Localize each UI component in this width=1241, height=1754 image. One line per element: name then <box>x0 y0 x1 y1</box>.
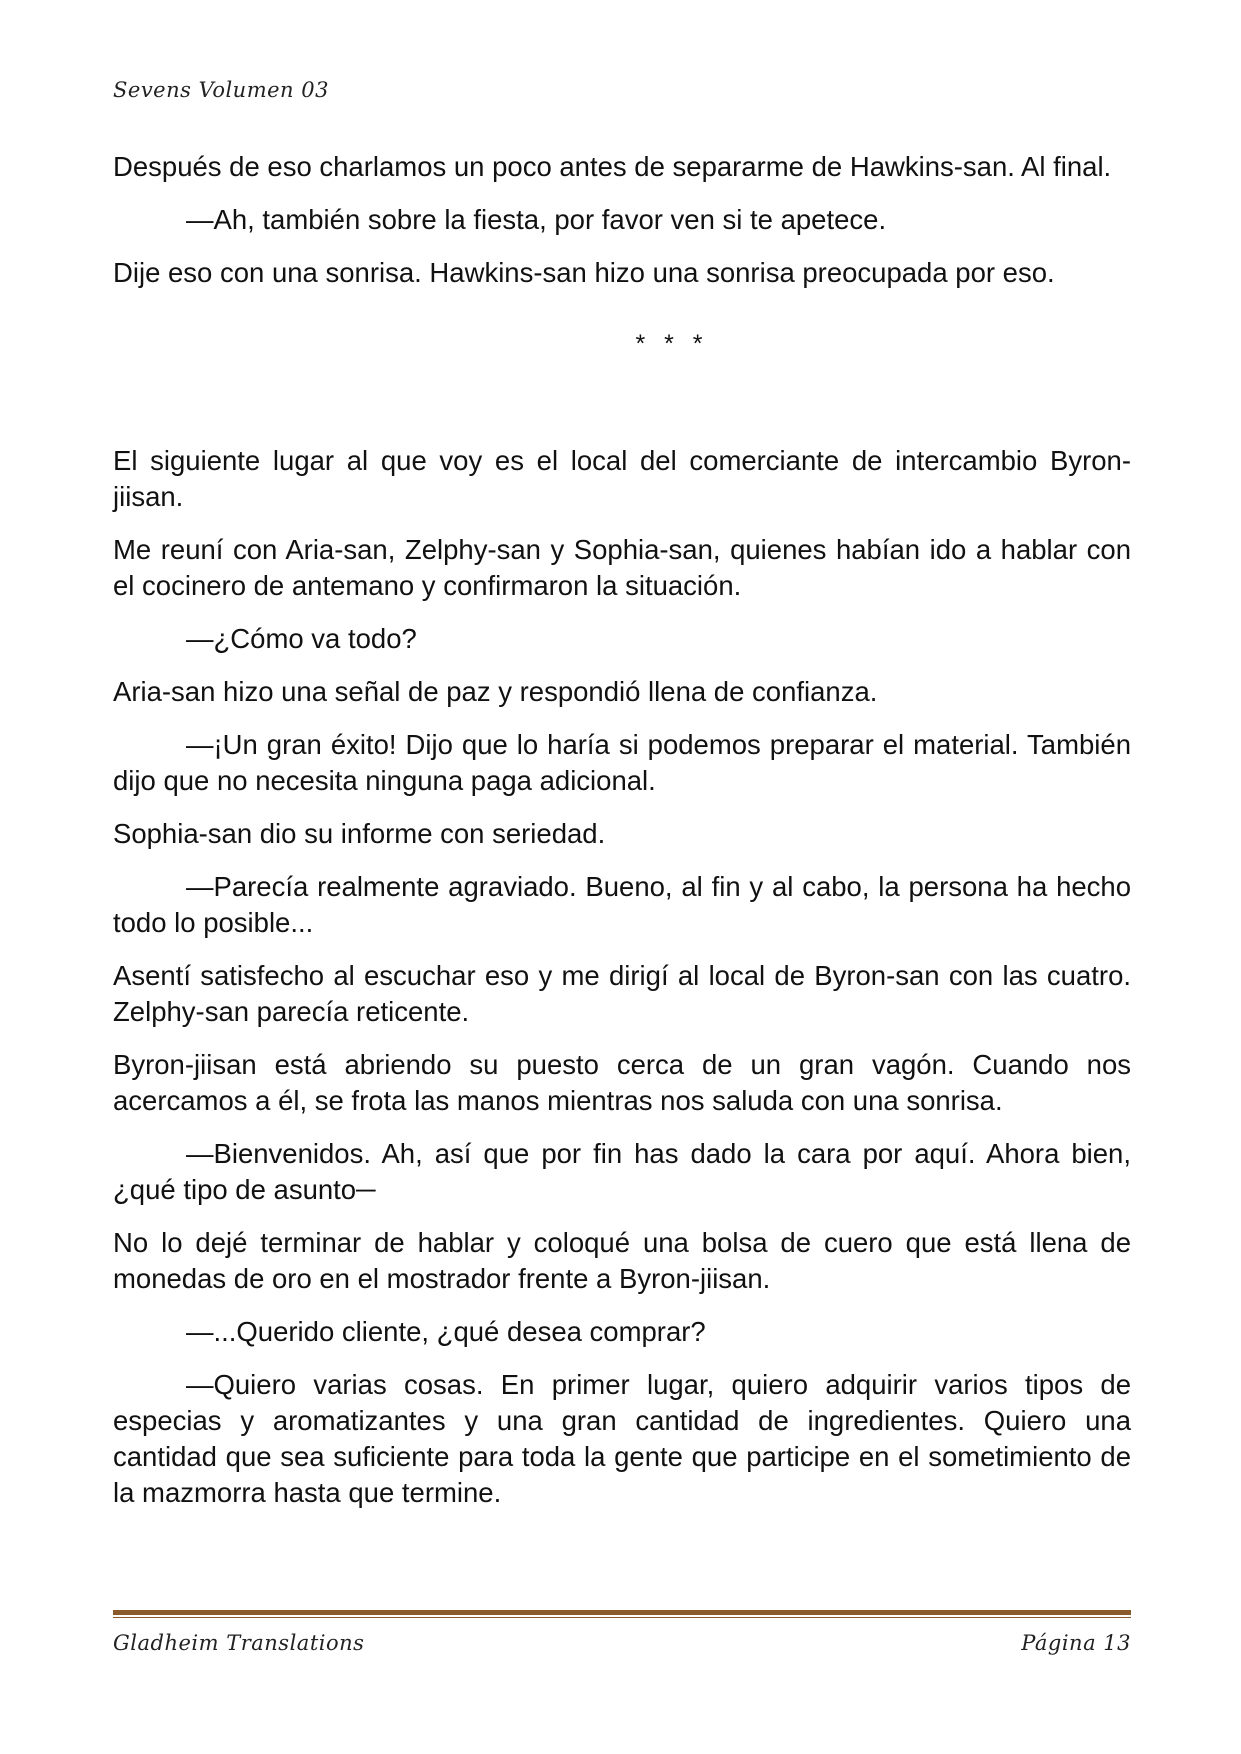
dialogue-paragraph: —Parecía realmente agraviado. Bueno, al fin y al cabo, la persona ha hecho todo lo posible... <box>113 871 1131 938</box>
paragraph: Asentí satisfecho al escuchar eso y me dirigí al local de Byron-san con las cuatro. Zelphy-san parecía reticente. <box>113 960 1131 1027</box>
dialogue-paragraph: —Quiero varias cosas. En primer lugar, quiero adquirir varios tipos de especias y aromatizantes y una gran cantidad de ingredientes. Quiero una cantidad que sea suficiente para toda la gente que participe en el sometimiento de la mazmorra hasta que termine. <box>113 1369 1131 1508</box>
footer-divider <box>113 1610 1131 1618</box>
scene-separator: * * * <box>635 330 709 358</box>
paragraph: No lo dejé terminar de hablar y coloqué una bolsa de cuero que está llena de monedas de oro en el mostrador frente a Byron-jiisan. <box>113 1227 1131 1294</box>
footer-divider-thick <box>113 1610 1131 1615</box>
footer-credit: Gladheim Translations <box>113 1631 365 1655</box>
paragraph: Aria-san hizo una señal de paz y respondió llena de confianza. <box>113 676 878 707</box>
page-number: Página 13 <box>1021 1631 1131 1655</box>
dialogue-paragraph: —Ah, también sobre la fiesta, por favor ven si te apetece. <box>186 204 887 235</box>
paragraph: Después de eso charlamos un poco antes de separarme de Hawkins-san. Al final. <box>113 151 1112 182</box>
body-text <box>113 149 1131 1528</box>
paragraph: El siguiente lugar al que voy es el local del comerciante de intercambio Byron-jiisan. <box>113 445 1131 512</box>
paragraph: Dije eso con una sonrisa. Hawkins-san hizo una sonrisa preocupada por eso. <box>113 257 1055 288</box>
dialogue-paragraph: —¿Cómo va todo? <box>186 623 417 654</box>
paragraph: Me reuní con Aria-san, Zelphy-san y Sophia-san, quienes habían ido a hablar con el cocinero de antemano y confirmaron la situación. <box>113 534 1131 601</box>
footer-divider-thin <box>113 1617 1131 1618</box>
paragraph: Byron-jiisan está abriendo su puesto cerca de un gran vagón. Cuando nos acercamos a él, se frota las manos mientras nos saluda con una sonrisa. <box>113 1049 1131 1116</box>
dialogue-paragraph: —...Querido cliente, ¿qué desea comprar? <box>186 1316 706 1347</box>
dialogue-paragraph: —Bienvenidos. Ah, así que por fin has dado la cara por aquí. Ahora bien, ¿qué tipo de asunto─ <box>113 1138 1131 1205</box>
dialogue-paragraph: —¡Un gran éxito! Dijo que lo haría si podemos preparar el material. También dijo que no necesita ninguna paga adicional. <box>113 729 1131 796</box>
paragraph: Sophia-san dio su informe con seriedad. <box>113 818 606 849</box>
running-header-title: Sevens Volumen 03 <box>113 78 329 102</box>
